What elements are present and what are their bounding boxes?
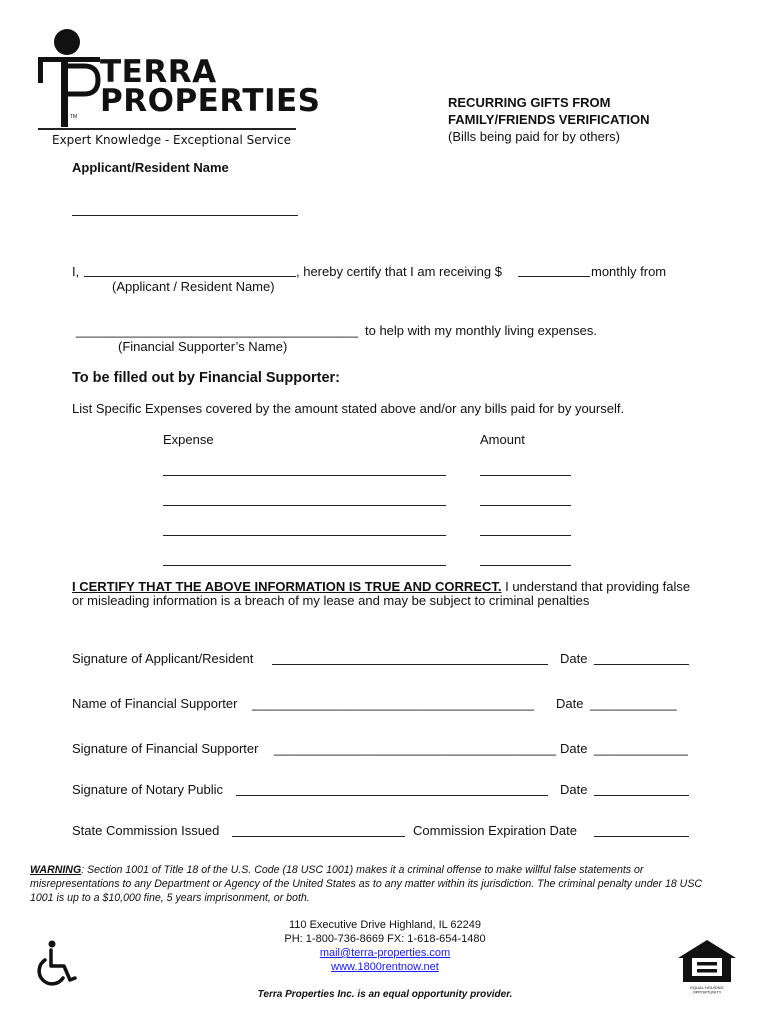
amount-field-1[interactable]: [480, 475, 571, 476]
amount-field-4[interactable]: [480, 565, 571, 566]
supporter-signature-label: Signature of Financial Supporter: [72, 741, 259, 756]
footer-phone: PH: 1-800-736-8669 FX: 1-618-654-1480: [284, 933, 486, 945]
expense-column-header: Expense: [163, 432, 214, 447]
supporter-name-field[interactable]: _______________________________________: [76, 323, 358, 338]
footer-email: [0, 946, 770, 960]
applicant-date-label: Date: [560, 651, 588, 666]
commission-expiration-field[interactable]: [594, 836, 689, 837]
website-link[interactable]: www.1800rentnow.net: [331, 961, 439, 973]
certify-middle: , hereby certify that I am receiving $: [296, 264, 502, 279]
terra-properties-logo-mark: [36, 28, 106, 128]
supporter-section-heading: To be filled out by Financial Supporter:: [72, 370, 340, 386]
certification-statement: I CERTIFY THAT THE ABOVE INFORMATION IS TRUE AND CORRECT. I understand that providing false or misleading information is a breach of my lease and may be subject to criminal penalties: [72, 579, 691, 608]
supporter-name-label: Name of Financial Supporter: [72, 696, 238, 711]
amount-field-2[interactable]: [480, 505, 571, 506]
amount-column-header: Amount: [480, 432, 525, 447]
notary-date-field[interactable]: [594, 795, 689, 796]
applicant-name-field[interactable]: [72, 215, 298, 216]
applicant-date-field[interactable]: [594, 664, 689, 665]
svg-text:EQUAL HOUSING: EQUAL HOUSING: [690, 985, 724, 990]
notary-date-label: Date: [560, 782, 588, 797]
trademark-mark: TM: [70, 114, 78, 120]
footer-address: 110 Executive Drive Highland, IL 62249: [288, 919, 481, 931]
certify-suffix: monthly from: [591, 264, 667, 279]
commission-expiration-label: Commission Expiration Date: [413, 823, 578, 838]
expense-field-3[interactable]: [163, 535, 446, 536]
legal-warning: WARNING: Section 1001 of Title 18 of the U.S. Code (18 USC 1001) makes it a criminal offense to make willful false statements or misrepresentations to any Department or Agency of the United States as to any matter within its jurisdiction. The criminal penalty under 18 USC 1001 is up to a $10,000 fine, 5 years imprisonment, or both.: [30, 864, 703, 904]
supporter-signature-date-field[interactable]: _____________: [594, 741, 688, 756]
supporter-name-date-field[interactable]: ____________: [590, 696, 677, 711]
monthly-amount-field[interactable]: [518, 276, 590, 277]
brand-tagline: Expert Knowledge - Exceptional Service: [52, 133, 291, 147]
notary-signature-field[interactable]: [236, 795, 548, 796]
equal-housing-opportunity-icon: [676, 938, 738, 994]
supporter-signature-field[interactable]: _______________________________________: [274, 741, 556, 756]
footer-website: [0, 960, 770, 974]
applicant-signature-field[interactable]: [272, 664, 548, 665]
state-commission-label: State Commission Issued: [72, 823, 220, 838]
certify-name-field[interactable]: [84, 276, 296, 277]
supporter-caption: (Financial Supporter’s Name): [118, 339, 288, 354]
form-title: RECURRING GIFTS FROM FAMILY/FRIENDS VERIFICATION: [448, 95, 650, 127]
expenses-instructions: List Specific Expenses covered by the amount stated above and/or any bills paid for by yourself.: [72, 401, 625, 416]
svg-text:OPPORTUNITY: OPPORTUNITY: [692, 989, 722, 994]
supporter-suffix: to help with my monthly living expenses.: [365, 323, 597, 338]
supporter-full-name-field[interactable]: _______________________________________: [252, 696, 534, 711]
applicant-signature-label: Signature of Applicant/Resident: [72, 651, 254, 666]
supporter-name-date-label: Date: [556, 696, 584, 711]
state-commission-field[interactable]: [232, 836, 405, 837]
form-subtitle: (Bills being paid for by others): [448, 129, 620, 144]
email-link[interactable]: mail@terra-properties.com: [319, 947, 451, 959]
equal-opportunity-statement: Terra Properties Inc. is an equal opportunity provider.: [257, 989, 513, 1000]
applicant-label: Applicant/Resident Name: [72, 160, 229, 175]
expense-field-4[interactable]: [163, 565, 446, 566]
supporter-signature-date-label: Date: [560, 741, 588, 756]
expense-field-1[interactable]: [163, 475, 446, 476]
tagline-divider: [38, 128, 296, 130]
certify-caption: (Applicant / Resident Name): [112, 279, 275, 294]
notary-signature-label: Signature of Notary Public: [72, 782, 224, 797]
certify-prefix: I,: [72, 264, 80, 279]
wheelchair-accessibility-icon: [32, 938, 78, 988]
amount-field-3[interactable]: [480, 535, 571, 536]
expense-field-2[interactable]: [163, 505, 446, 506]
brand-name: TERRA PROPERTIES: [100, 54, 321, 119]
